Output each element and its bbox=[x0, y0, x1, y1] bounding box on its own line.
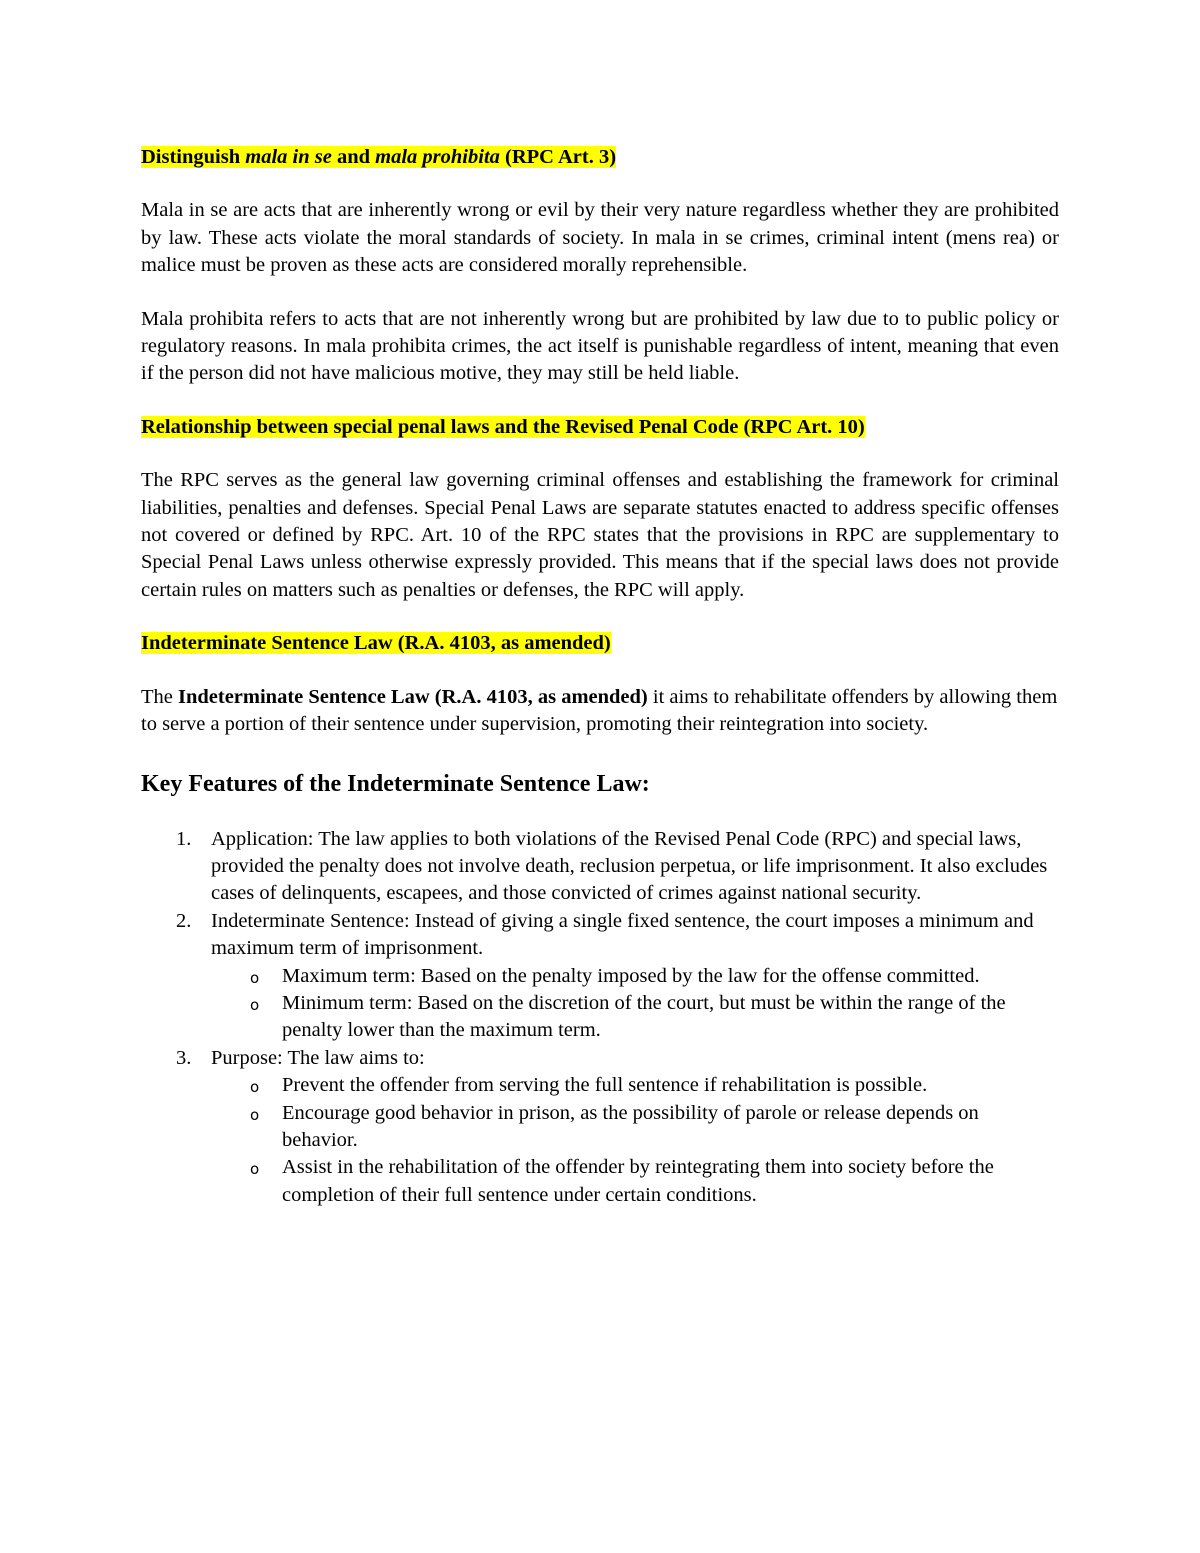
paragraph-text-post: it aims to rehabilitate offenders by allowing them to serve a portion of their sentence under supervision, promoting their reintegration into society. bbox=[141, 685, 1058, 736]
paragraph-text-pre: The bbox=[141, 685, 178, 708]
list-item-number: 3. bbox=[176, 1046, 192, 1069]
list-item-text: Indeterminate Sentence: Instead of giving a single fixed sentence, the court imposes a minimum and maximum term of imprisonment. bbox=[211, 909, 1034, 960]
paragraph-mala-in-se: Mala in se are acts that are inherently wrong or evil by their very nature regardless whether they are prohibited by law. These acts violate the moral standards of society. In mala in se crimes, criminal intent (mens rea) or malice must be proven as these acts are considered morally reprehensible. bbox=[141, 199, 1059, 277]
heading-term-mala-in-se: mala in se bbox=[245, 146, 332, 168]
sub-list-item-text: Encourage good behavior in prison, as the possibility of parole or release depends on behavior. bbox=[282, 1101, 979, 1151]
heading-indeterminate-sentence-law bbox=[141, 630, 1059, 657]
heading-key-features: Key Features of the Indeterminate Sentence Law: bbox=[141, 770, 650, 797]
list-item-text: Purpose: The law aims to: bbox=[211, 1046, 425, 1069]
paragraph-indeterminate-sentence-law bbox=[141, 684, 1059, 739]
list-item-number: 1. bbox=[176, 827, 192, 850]
sub-list-item-text: Assist in the rehabilitation of the offender by reintegrating them into society before the completion of their full sentence under certain conditions. bbox=[282, 1156, 994, 1206]
heading-text-mid: and bbox=[331, 146, 376, 168]
heading-highlight: Indeterminate Sentence Law (R.A. 4103, as amended) bbox=[141, 632, 611, 655]
list-item bbox=[141, 1045, 1059, 1209]
sub-list bbox=[211, 1072, 1059, 1209]
heading-highlight: Relationship between special penal laws and the Revised Penal Code (RPC Art. 10) bbox=[141, 415, 865, 438]
sub-list-item bbox=[211, 990, 1059, 1045]
heading-text-pre: Distinguish bbox=[141, 146, 246, 168]
heading-highlight bbox=[141, 146, 616, 168]
sub-list-item bbox=[211, 1100, 1059, 1155]
heading-text-post: (RPC Art. 3) bbox=[499, 146, 617, 168]
bullet-icon: o bbox=[250, 1078, 260, 1097]
bullet-icon: o bbox=[250, 1105, 260, 1124]
bullet-icon: o bbox=[250, 1160, 260, 1179]
paragraph-law-name: Indeterminate Sentence Law (R.A. 4103, as amended) bbox=[178, 685, 648, 708]
paragraph-mala-prohibita: Mala prohibita refers to acts that are not inherently wrong but are prohibited by law due to to public policy or regulatory reasons. In mala prohibita crimes, the act itself is punishable regardless of intent, meaning that even if the person did not have malicious motive, they may still be held liable. bbox=[141, 307, 1059, 385]
heading-term-mala-prohibita: mala prohibita bbox=[375, 146, 500, 168]
heading-mala-in-se bbox=[141, 144, 1059, 171]
sub-list-item bbox=[211, 1154, 1059, 1209]
paragraph-special-penal-laws: The RPC serves as the general law governing criminal offenses and establishing the framework for criminal liabilities, penalties and defenses. Special Penal Laws are separate statutes enacted to address specific offenses not covered or defined by RPC. Art. 10 of the RPC states that the provisions in RPC are supplementary to Special Penal Laws unless otherwise expressly provided. This means that if the special laws does not provide certain rules on matters such as penalties or defenses, the RPC will apply. bbox=[141, 469, 1059, 601]
list-item bbox=[141, 908, 1059, 1045]
sub-list-item-text: Maximum term: Based on the penalty imposed by the law for the offense committed. bbox=[282, 964, 980, 987]
sub-list bbox=[211, 963, 1059, 1045]
list-item-number: 2. bbox=[176, 909, 192, 932]
heading-special-penal-laws bbox=[141, 414, 1059, 441]
sub-list-item bbox=[211, 1072, 1059, 1099]
sub-list-item bbox=[211, 963, 1059, 990]
sub-list-item-text: Prevent the offender from serving the full sentence if rehabilitation is possible. bbox=[282, 1074, 928, 1097]
bullet-icon: o bbox=[250, 995, 260, 1014]
document-page bbox=[141, 130, 1059, 1209]
sub-list-item-text: Minimum term: Based on the discretion of the court, but must be within the range of the penalty lower than the maximum term. bbox=[282, 991, 1006, 1042]
bullet-icon: o bbox=[250, 968, 260, 987]
list-item bbox=[141, 826, 1059, 908]
list-item-text: Application: The law applies to both violations of the Revised Penal Code (RPC) and special laws, provided the penalty does not involve death, reclusion perpetua, or life imprisonment. It also excludes cases of delinquents, escapees, and those convicted of crimes against national security. bbox=[211, 827, 1048, 905]
features-list bbox=[141, 826, 1059, 1210]
